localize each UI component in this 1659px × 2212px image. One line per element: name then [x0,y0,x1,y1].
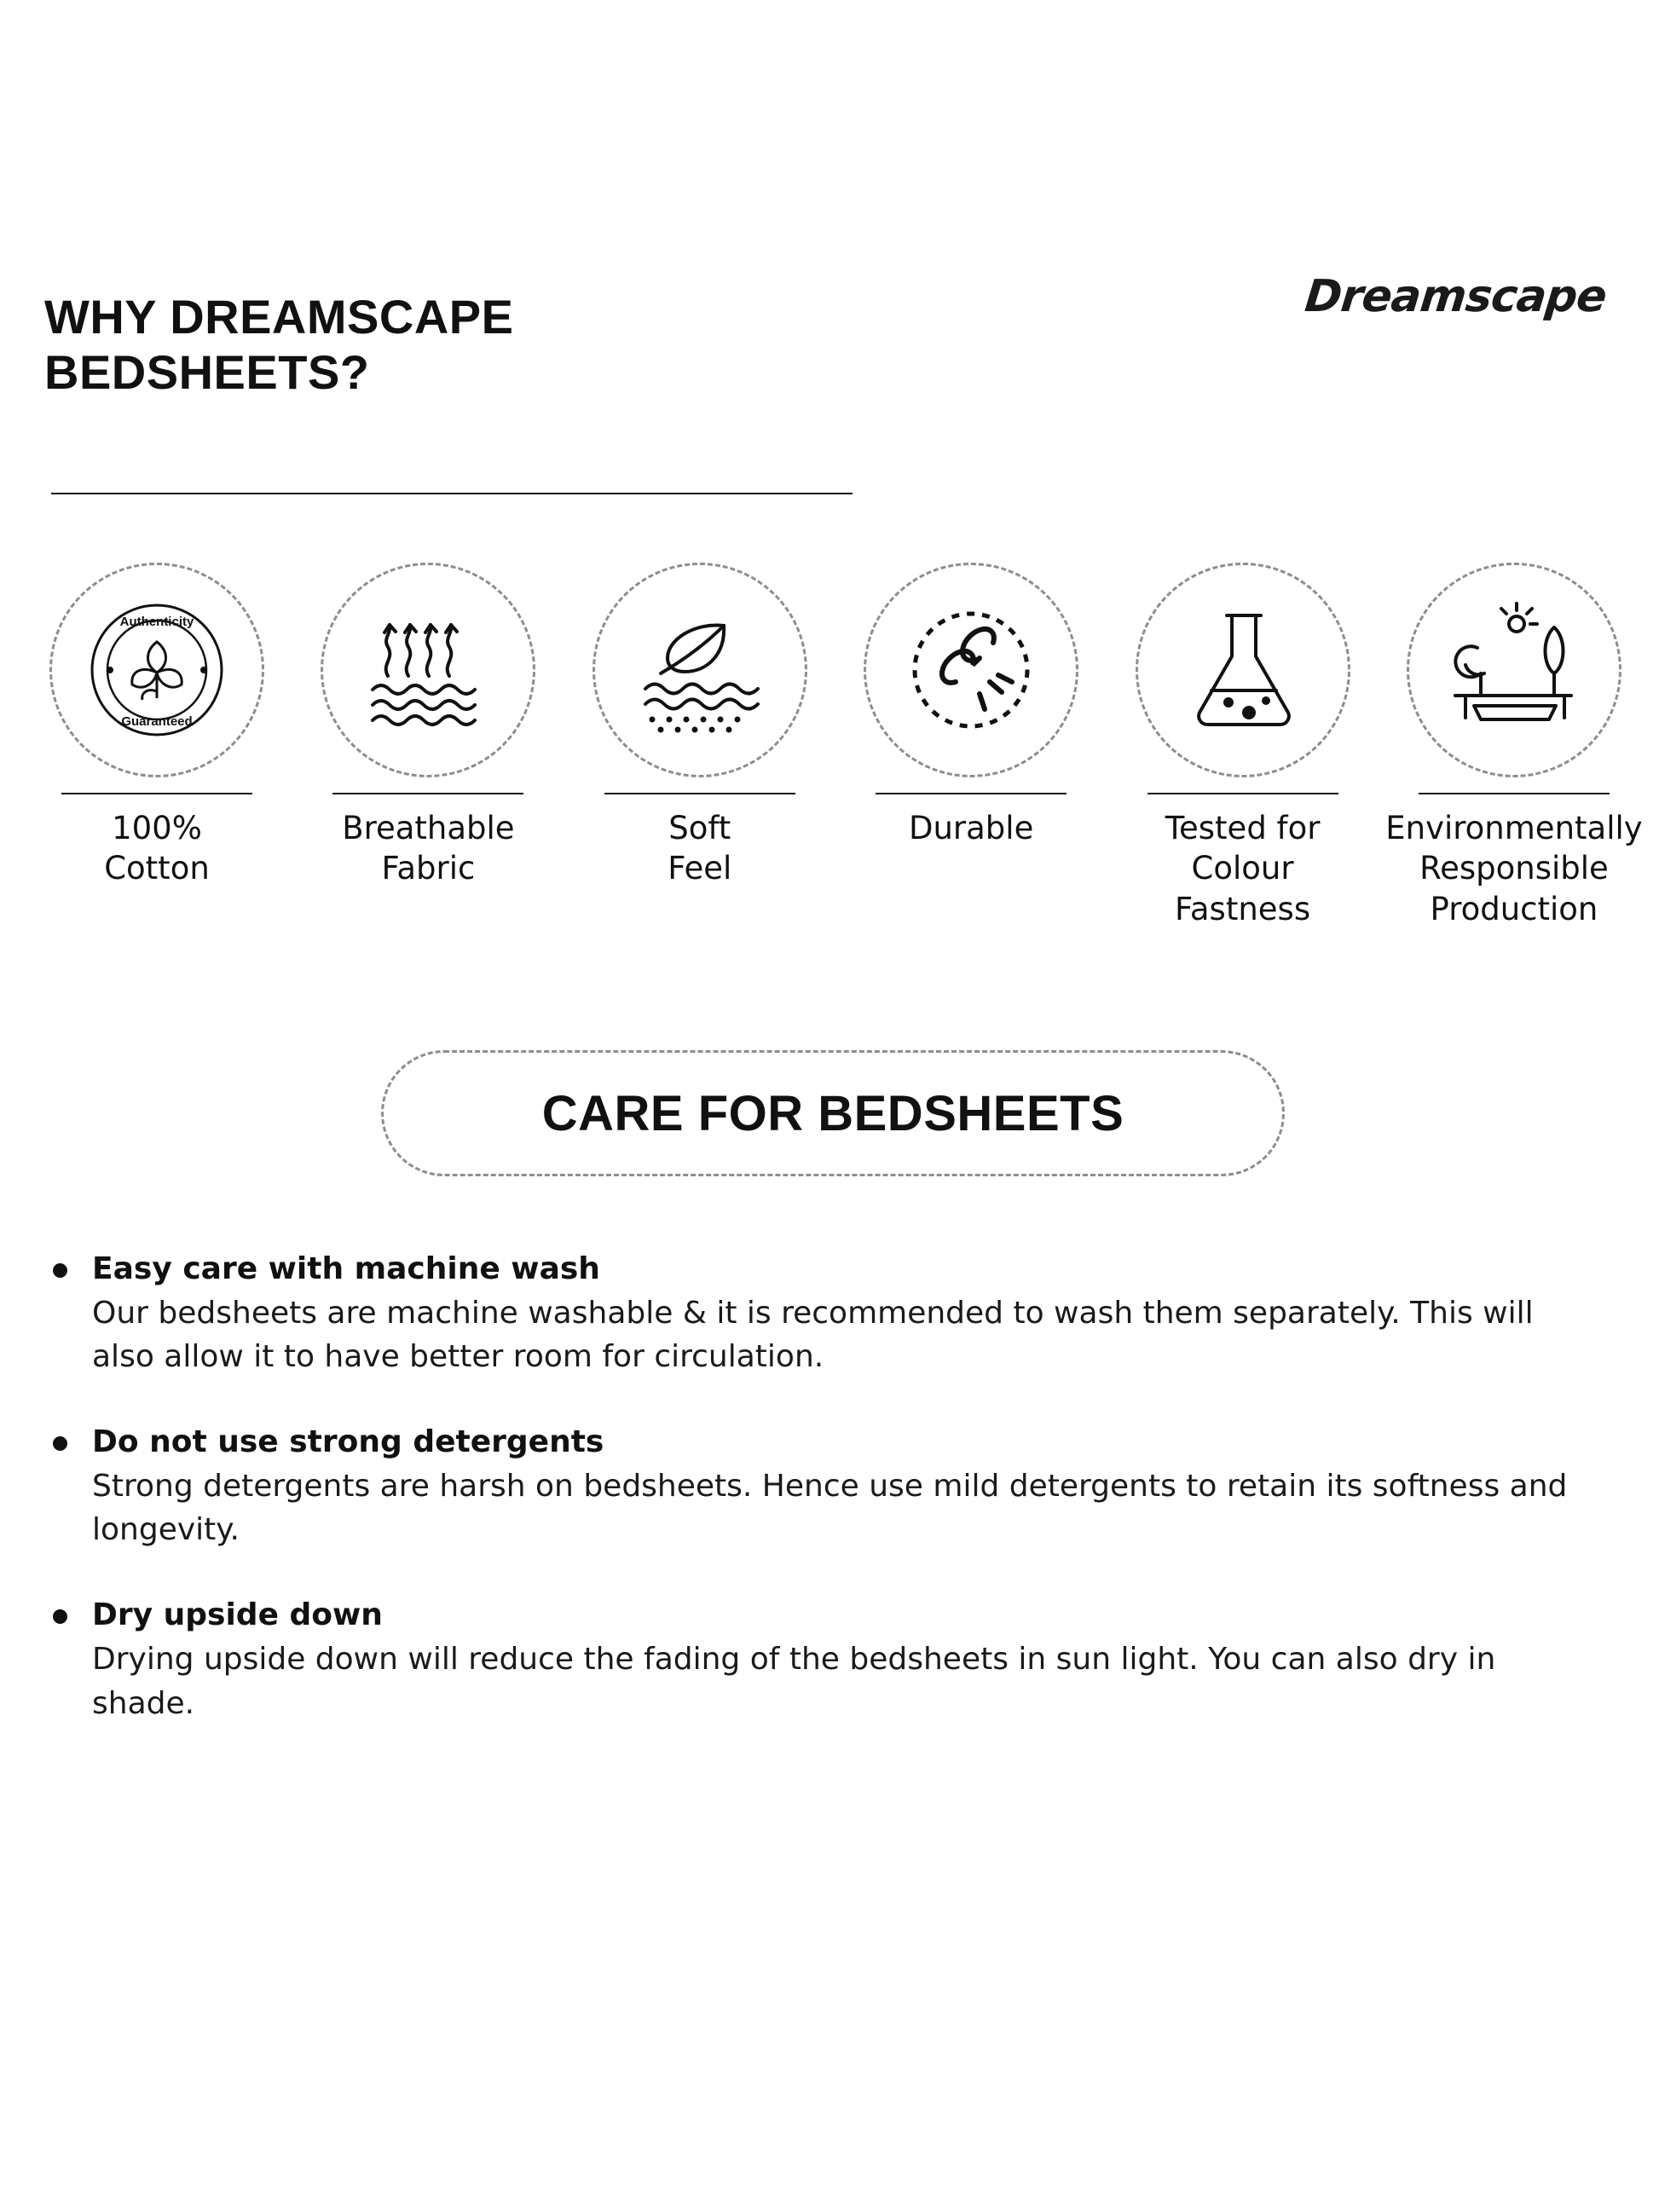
bullet-icon [53,1263,67,1278]
feature-label: Environmentally Responsible Production [1385,810,1643,927]
care-item-title: Dry upside down [92,1597,383,1633]
care-item-body: Drying upside down will reduce the fading of the bedsheets in sun light. You can also dry in shade. [92,1642,1496,1721]
feature-underline [1147,793,1338,794]
colour-fastness-flask-icon [1171,593,1315,747]
durable-chain-link-icon [894,593,1048,747]
bullet-icon [53,1436,67,1451]
cotton-authenticity-seal-icon [76,589,238,751]
feature-item-soft [577,563,823,889]
feature-item-breathable [305,563,551,889]
feature-item-durable [848,563,1094,848]
care-heading-text: CARE FOR BEDSHEETS [541,1085,1124,1141]
feature-label: Durable [908,810,1034,846]
breathable-airflow-icon [356,598,500,742]
feature-icon-frame [1407,563,1621,777]
care-section-heading [381,1050,1285,1176]
care-item-title: Easy care with machine wash [92,1251,600,1286]
feature-item-colour-fastness [1120,563,1366,929]
feature-icon-frame [321,563,535,777]
care-item-title: Do not use strong detergents [92,1424,604,1460]
bullet-icon [53,1609,67,1624]
soft-feather-icon [623,593,777,747]
seal-top-text: Authenticity [119,615,194,629]
page-header [44,271,1613,401]
feature-item-cotton [34,563,280,889]
feature-underline [61,793,252,794]
feature-icon-frame [592,563,807,777]
title-divider [51,493,853,494]
feature-underline [876,793,1066,794]
page-title: WHY DREAMSCAPE BEDSHEETS? [44,290,514,399]
feature-label: 100% Cotton [104,810,210,887]
care-instructions-list [44,1251,1621,1771]
feature-underline [604,793,795,794]
feature-icon-frame [1136,563,1350,777]
care-list-item [44,1424,1621,1551]
care-item-body: Strong detergents are harsh on bedsheets. Hence use mild detergents to retain its softness and longevity. [92,1469,1568,1548]
feature-label: Soft Feel [668,810,732,887]
feature-icon-frame [864,563,1078,777]
feature-underline [1419,793,1610,794]
care-list-item [44,1597,1621,1724]
feature-icon-frame [49,563,264,777]
feature-label: Breathable Fabric [342,810,515,887]
care-list-item [44,1251,1621,1378]
seal-bottom-text: Guaranteed [121,714,193,729]
care-item-body: Our bedsheets are machine washable & it is recommended to wash them separately. This will also allow it to have better room for circulation. [92,1296,1534,1375]
feature-underline [332,793,523,794]
eco-production-landscape-icon [1435,593,1593,747]
feature-item-eco [1385,563,1643,929]
feature-list [34,563,1643,929]
brand-logo: Dreamscape [1303,271,1610,322]
feature-label: Tested for Colour Fastness [1165,810,1321,927]
